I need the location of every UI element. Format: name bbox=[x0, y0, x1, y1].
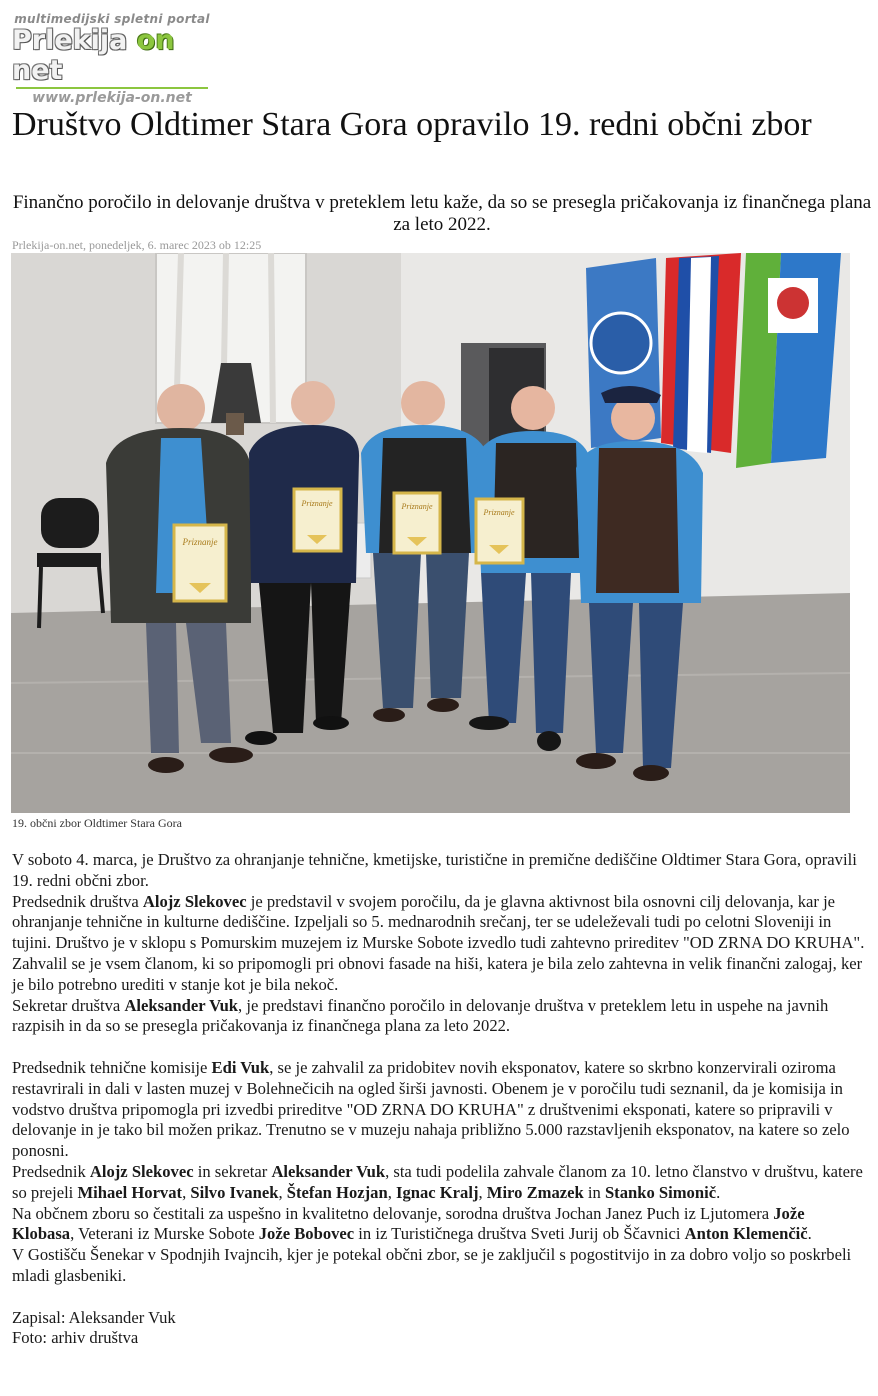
article-subtitle: Finančno poročilo in delovanje društva v preteklem letu kaže, da so se presegla pričakovanja iz finančnega plana za leto 2022. bbox=[12, 192, 872, 235]
brand-part-b: net bbox=[12, 55, 63, 86]
article-paragraph bbox=[12, 850, 870, 892]
article-photo bbox=[11, 253, 850, 813]
person-name: Aleksander Vuk bbox=[271, 1161, 386, 1181]
article-paragraph bbox=[12, 1328, 870, 1349]
article-paragraph bbox=[12, 996, 870, 1038]
paragraph-text: Predsednik tehnične komisije bbox=[12, 1057, 212, 1077]
certificate-label-1: Priznanje bbox=[182, 537, 218, 547]
article-paragraph bbox=[12, 1308, 870, 1329]
person-name: Alojz Slekovec bbox=[142, 891, 247, 911]
photo-caption: 19. občni zbor Oldtimer Stara Gora bbox=[12, 816, 182, 830]
paragraph-text: , Veterani iz Murske Sobote bbox=[70, 1224, 259, 1244]
paragraph-text: , se je zahvalil za pridobitev novih eksponatov, katere so skrbno konzervirali oziroma restavrirali in dali v lasten muzej v Bolehnečicih na ogled širši javnosti. Obenem je v poročilu tudi seznanil, da je komisija in vodstvo društva pripomogla pri izvedbi prireditve "OD ZRNA DO KRUHA" z društvenimi eksponati, katere so pripravili v delovanje in je tako bil možen prikaz. Trenutno se v muzeju nahaja približno 5.000 razstavljenih eksponatov, na katere so zelo ponosni. bbox=[12, 1057, 850, 1161]
site-brand bbox=[12, 26, 212, 86]
paragraph-text: Sekretar društva bbox=[12, 995, 125, 1015]
article-paragraph bbox=[12, 1162, 870, 1204]
article-paragraph bbox=[12, 1245, 870, 1287]
person-name: Anton Klemenčič bbox=[684, 1224, 808, 1244]
paragraph-gap bbox=[12, 1037, 870, 1058]
paragraph-text: , bbox=[278, 1182, 287, 1202]
person-name: Miro Zmazek bbox=[486, 1182, 584, 1202]
paragraph-text: Na občnem zboru so čestitali za uspešno in kvalitetno delovanje, sorodna društva Jochan Janez Puch iz Ljutomera bbox=[12, 1203, 774, 1223]
paragraph-text: Foto: arhiv društva bbox=[12, 1328, 139, 1348]
article-paragraph bbox=[12, 892, 870, 996]
person-name: Ignac Kralj bbox=[395, 1182, 479, 1202]
paragraph-text: , bbox=[478, 1182, 487, 1202]
article-paragraph bbox=[12, 1204, 870, 1246]
person-name: Edi Vuk bbox=[211, 1057, 270, 1077]
article-paragraph bbox=[12, 1058, 870, 1162]
article-title: Društvo Oldtimer Stara Gora opravilo 19. redni občni zbor bbox=[12, 106, 812, 143]
person-name: Jože Bobovec bbox=[258, 1224, 355, 1244]
logo-divider bbox=[16, 87, 208, 89]
article-body bbox=[12, 850, 870, 1349]
paragraph-text: , bbox=[387, 1182, 396, 1202]
paragraph-text: Predsednik bbox=[12, 1161, 90, 1181]
paragraph-text: . bbox=[716, 1182, 721, 1202]
paragraph-text: je predstavil v svojem poročilu, da je glavna aktivnost bila osnovni cilj delovanja, kar je ohranjanje tehnične in kulturne dediščine. Izpeljali so 5. mednarodnih srečanj, ter se udeleževali tudi po celotni Sloveniji in tujini. Društvo je v sklopu s Pomurskim muzejem iz Murske Sobote izvedlo tudi zahtevno prireditev "OD ZRNA DO KRUHA". Zahvalil se je vsem članom, ki so pripomogli pri obnovi fasade na hiši, katera je bila zelo zahtevna in velik finančni zalogaj, ker je bilo potrebno urediti v stanje kot je bila nekoč. bbox=[12, 891, 865, 994]
paragraph-gap bbox=[12, 1287, 870, 1308]
brand-part-on: on bbox=[136, 25, 175, 56]
person-name: Alojz Slekovec bbox=[89, 1161, 194, 1181]
person-name: Štefan Hozjan bbox=[286, 1182, 388, 1202]
certificate-label-4: Priznanje bbox=[483, 508, 515, 517]
site-url: www.prlekija-on.net bbox=[32, 90, 192, 106]
paragraph-text: V Gostišču Šenekar v Spodnjih Ivajncih, kjer je potekal občni zbor, se je zaključil s pogostitvijo in za dobro voljo so poskrbeli mladi glasbeniki. bbox=[12, 1245, 852, 1285]
paragraph-text: , bbox=[182, 1182, 191, 1202]
person-name: Aleksander Vuk bbox=[124, 995, 239, 1015]
paragraph-text: in bbox=[583, 1182, 605, 1202]
paragraph-text: , sta tudi podelila zahvale članom za 10. letno članstvo v društvu, katere so prejeli bbox=[12, 1161, 863, 1202]
paragraph-text: . bbox=[807, 1224, 812, 1244]
person-name: Mihael Horvat bbox=[77, 1182, 183, 1202]
site-logo[interactable] bbox=[12, 12, 212, 106]
paragraph-text: Zapisal: Aleksander Vuk bbox=[12, 1307, 176, 1327]
person-name: Jože Klobasa bbox=[12, 1203, 805, 1244]
paragraph-text: in sekretar bbox=[193, 1161, 272, 1181]
person-name: Silvo Ivanek bbox=[190, 1182, 279, 1202]
paragraph-text: in iz Turističnega društva Sveti Jurij ob Ščavnici bbox=[354, 1224, 685, 1244]
certificate-label-2: Priznanje bbox=[301, 499, 333, 508]
person-name: Stanko Simonič bbox=[604, 1182, 717, 1202]
paragraph-text: Predsednik društva bbox=[12, 891, 143, 911]
site-tagline: multimedijski spletni portal bbox=[14, 12, 210, 26]
brand-part-a: Prlekija bbox=[12, 25, 137, 56]
paragraph-text: V soboto 4. marca, je Društvo za ohranjanje tehnične, kmetijske, turistične in premične dediščine Oldtimer Stara Gora, opravili 19. redni občni zbor. bbox=[12, 850, 857, 890]
certificate-label-3: Priznanje bbox=[401, 502, 433, 511]
paragraph-text: , je predstavi finančno poročilo in delovanje društva v preteklem letu in uspehe na javnih razpisih in da so se presegla pričakovanja iz finančnega plana za leto 2022. bbox=[12, 995, 829, 1036]
article-byline: Prlekija-on.net, ponedeljek, 6. marec 2023 ob 12:25 bbox=[12, 238, 262, 252]
